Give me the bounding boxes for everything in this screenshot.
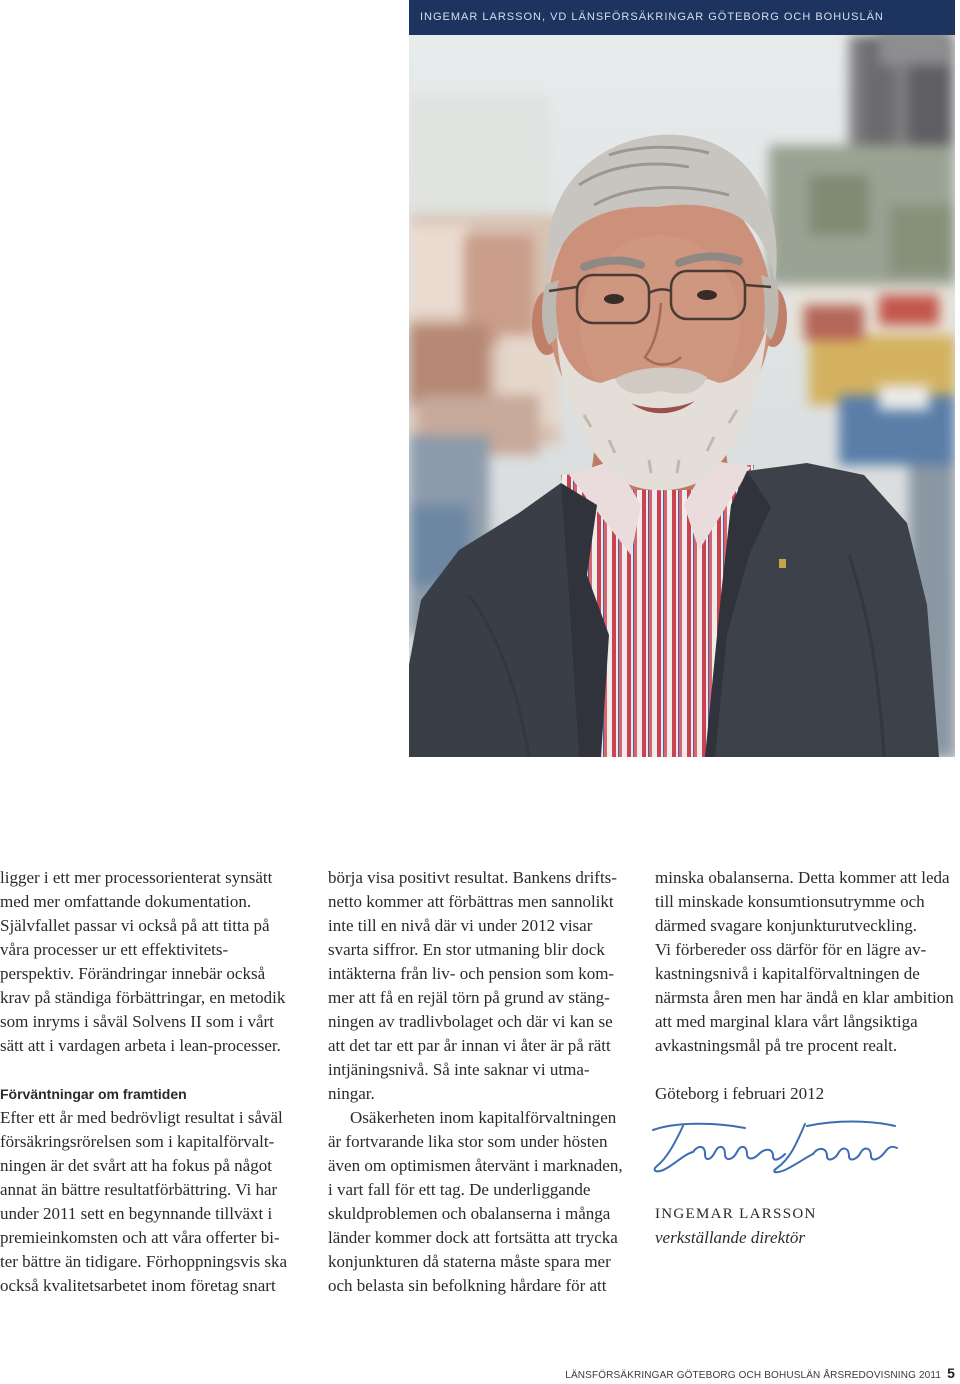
- text-line: våra processer ur ett effektivitets-: [0, 940, 229, 959]
- text-line: börja visa positivt resultat. Bankens drifts-: [328, 868, 617, 887]
- portrait-photo: [409, 35, 955, 757]
- text-line: närmsta åren men har ändå en klar ambition: [655, 988, 954, 1007]
- text-line: avkastningsmål på tre procent realt.: [655, 1036, 898, 1055]
- paragraph-gap: [0, 1058, 310, 1082]
- paragraph-gap: [655, 1058, 957, 1082]
- text-line: också kvalitetsarbetet inom företag snart: [0, 1276, 276, 1295]
- footer-publication: LÄNSFÖRSÄKRINGAR GÖTEBORG OCH BOHUSLÄN ÅRSREDOVISNING 2011: [565, 1370, 942, 1381]
- page-footer: [565, 1365, 955, 1381]
- text-line: försäkringsrörelsen som i kapitalförvalt-: [0, 1132, 275, 1151]
- text-line: Efter ett år med bedrövligt resultat i såväl: [0, 1108, 283, 1127]
- text-column-2: [328, 866, 643, 1298]
- text-line: mer att få en rejäl törn på grund av stäng-: [328, 988, 610, 1007]
- text-column-3: [655, 866, 957, 1250]
- text-line: ningen är det svårt att ha fokus på något: [0, 1156, 272, 1175]
- text-column-1: [0, 866, 310, 1298]
- text-line: netto kommer att förbättras men sannolikt: [328, 892, 614, 911]
- text-line: intjäningsnivå. Så inte saknar vi utma-: [328, 1060, 590, 1079]
- text-line: svarta siffror. En stor utmaning blir dock: [328, 940, 605, 959]
- text-line: att det tar ett par år innan vi åter är på rätt: [328, 1036, 611, 1055]
- signature-area: [655, 1106, 957, 1202]
- text-line: att med marginal klara vårt långsiktiga: [655, 1012, 918, 1031]
- section-heading: Förväntningar om framtiden: [0, 1086, 187, 1102]
- text-line: inte till en nivå där vi under 2012 visar: [328, 916, 593, 935]
- text-line: ningen av tradlivbolaget och där vi kan se: [328, 1012, 613, 1031]
- text-line: och belasta sin befolkning hårdare för att: [328, 1276, 607, 1295]
- text-line: länder kommer dock att fortsätta att trycka: [328, 1228, 618, 1247]
- text-line: Självfallet passar vi också på att titta på: [0, 916, 270, 935]
- text-line: minska obalanserna. Detta kommer att leda: [655, 868, 950, 887]
- text-line: ter bättre än tidigare. Förhoppningsvis ska: [0, 1252, 288, 1271]
- text-line: kastningsnivå i kapitalförvaltningen de: [655, 964, 920, 983]
- text-line: skuldproblemen och obalanserna i många: [328, 1204, 611, 1223]
- text-line: Osäkerheten inom kapitalförvaltningen: [350, 1108, 617, 1127]
- text-line: ningar.: [328, 1084, 375, 1103]
- text-line: är fortvarande lika stor som under hösten: [328, 1132, 608, 1151]
- header-band: [409, 0, 955, 35]
- text-line: som inryms i såväl Solvens II som i vårt: [0, 1012, 274, 1031]
- text-line: ligger i ett mer processorienterat synsätt: [0, 868, 273, 887]
- header-title: INGEMAR LARSSON, VD LÄNSFÖRSÄKRINGAR GÖTEBORG OCH BOHUSLÄN: [420, 11, 884, 23]
- text-line: med mer omfattande dokumentation.: [0, 892, 252, 911]
- text-line: under 2011 sett en begynnande tillväxt i: [0, 1204, 273, 1223]
- text-line: intäkterna från liv- och pension som kom-: [328, 964, 615, 983]
- text-line: till minskade konsumtionsutrymme och: [655, 892, 925, 911]
- text-line: i vart fall för ett tag. De underliggande: [328, 1180, 591, 1199]
- text-line: konjunkturen då staterna måste spara mer: [328, 1252, 611, 1271]
- text-line: krav på ständiga förbättringar, en metodik: [0, 988, 286, 1007]
- text-line: även om optimismen återvänt i marknaden,: [328, 1156, 623, 1175]
- signatory-title: verkställande direktör: [655, 1228, 805, 1247]
- portrait-figure: [409, 35, 955, 757]
- text-line: därmed svagare konjunkturutveckling.: [655, 916, 918, 935]
- text-line: perspektiv. Förändringar innebär också: [0, 964, 266, 983]
- place-date: Göteborg i februari 2012: [655, 1084, 825, 1103]
- text-line: sätt att i vardagen arbeta i lean-processer.: [0, 1036, 281, 1055]
- text-line: premieinkomsten och att våra offerter bi-: [0, 1228, 280, 1247]
- page-number: 5: [947, 1365, 955, 1381]
- signatory-name: INGEMAR LARSSON: [655, 1206, 817, 1222]
- text-line: Vi förbereder oss därför för en lägre av-: [655, 940, 927, 959]
- text-line: annat än bättre resultatförbättring. Vi har: [0, 1180, 278, 1199]
- handwritten-signature: [645, 1108, 900, 1180]
